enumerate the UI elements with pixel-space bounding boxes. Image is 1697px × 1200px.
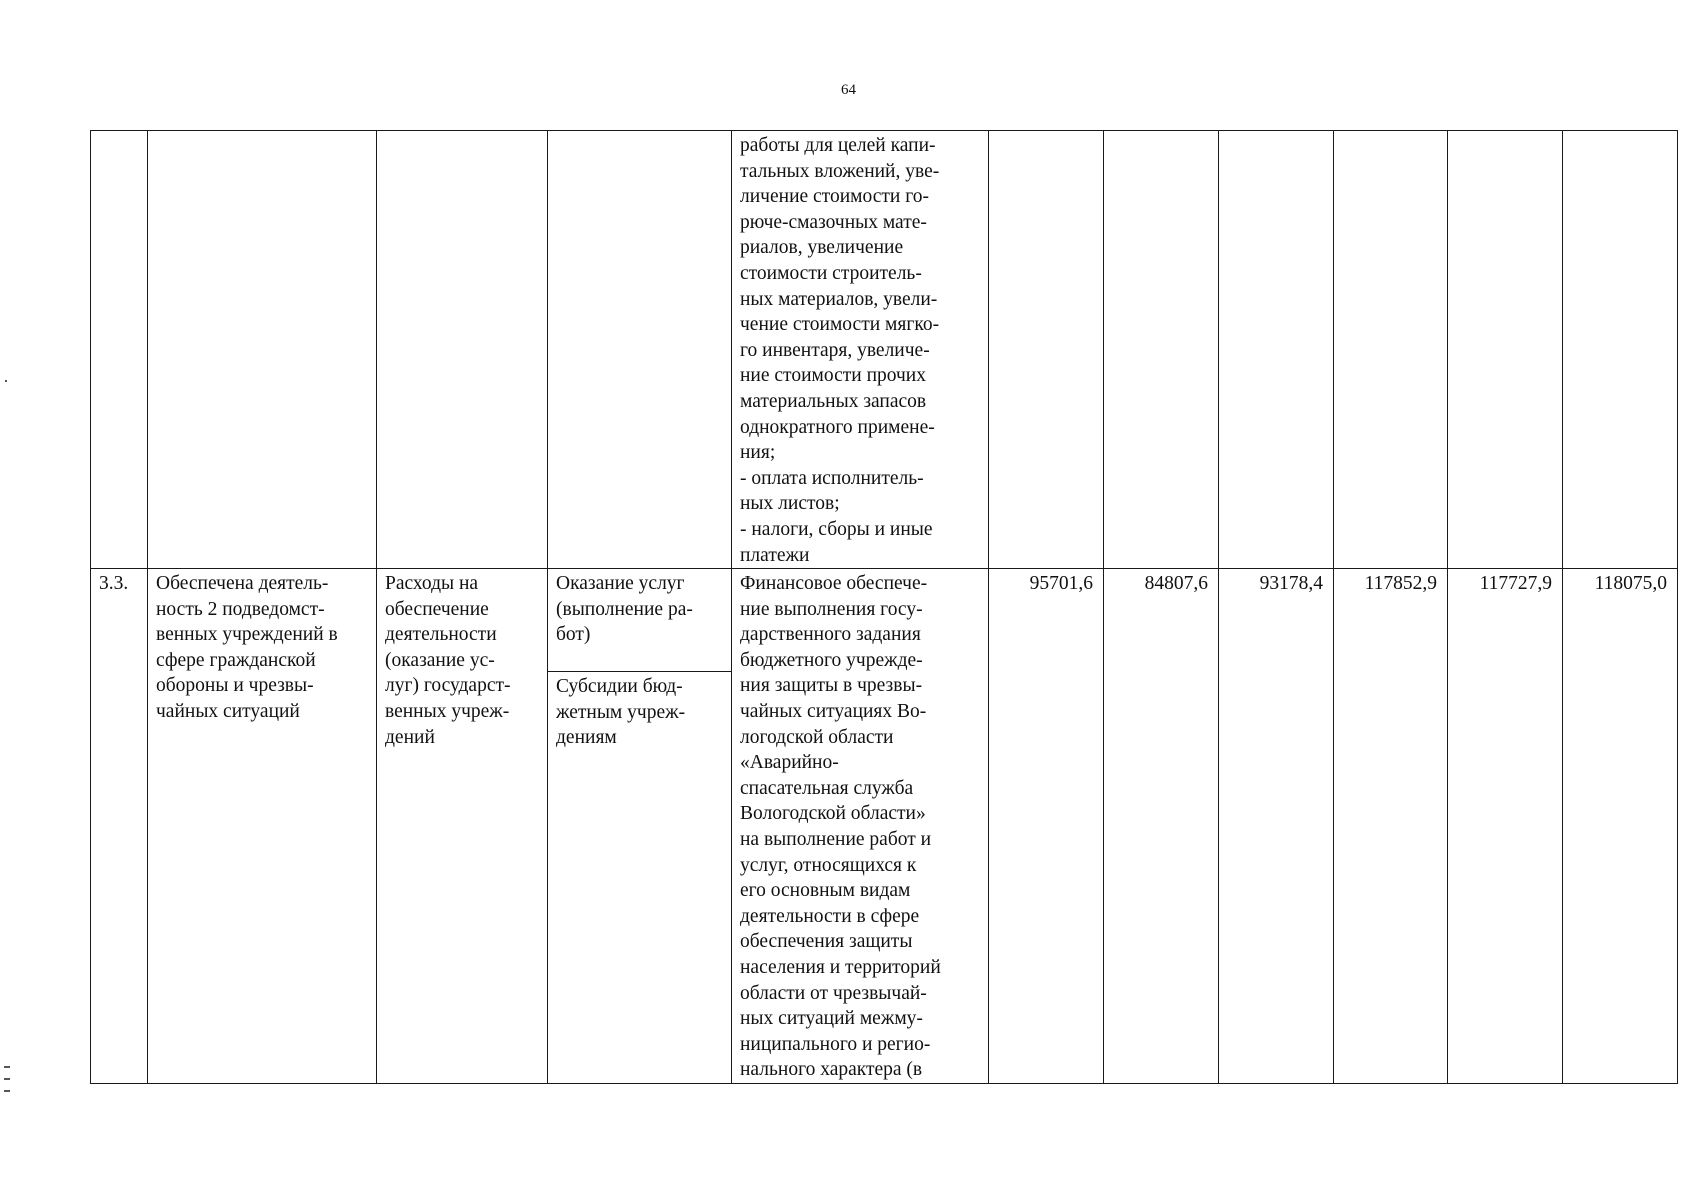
cell-number: [91, 569, 148, 1084]
table-row: [91, 569, 1678, 1084]
scan-edge-mark: [4, 1066, 10, 1068]
cell-value-1: 95701,6: [989, 569, 1104, 1084]
cell-value-3: [1219, 131, 1334, 569]
cell-value-4: 117852,9: [1334, 569, 1448, 1084]
cell-service: [548, 131, 732, 569]
cell-value-1: [989, 131, 1104, 569]
cell-value-2: [1104, 131, 1219, 569]
cell-value-5: 117727,9: [1448, 569, 1563, 1084]
cell-service: [548, 569, 732, 1084]
cell-value-4: [1334, 131, 1448, 569]
cell-value-6: [1563, 131, 1678, 569]
cell-value-6: 118075,0: [1563, 569, 1678, 1084]
cell-value-2: 84807,6: [1104, 569, 1219, 1084]
cell-value-5: [1448, 131, 1563, 569]
cell-number: [91, 131, 148, 569]
cell-description: [732, 131, 989, 569]
cell-expenses: [377, 569, 548, 1084]
cell-result: [148, 569, 377, 1084]
result-text: Обеспечена деятель- ность 2 подведомст- венных учреждений в сфере гражданской обороны и чрезвы- чайных ситуаций: [156, 573, 338, 723]
cell-description: [732, 569, 989, 1084]
scan-edge-mark: [4, 1090, 10, 1092]
table-row: [91, 131, 1678, 569]
budget-table: [90, 130, 1678, 1084]
description-text: Финансовое обеспече- ние выполнения госу- дарственного задания бюджетного учрежде- ния защиты в чрезвы- чайных ситуациях Во- логодской области «Аварийно- спасательная служба Вологодской области» на выполнение работ и услуг, относящихся к его основным видам деятельности в сфере обеспечения защиты населения и территорий области от чрезвычай- ных ситуаций межму- ниципального и регио- нального характера (в: [740, 573, 941, 1081]
page-number: 64: [841, 82, 856, 98]
cell-result: [148, 131, 377, 569]
description-text: работы для целей капи- тальных вложений, уве- личение стоимости го- рюче-смазочных мате- риалов, увеличение стоимости строитель- ных материалов, увели- чение стоимости мягко- го инвентаря, увеличе- ние стоимости прочих материальных запасов однократного примене- ния; - оплата исполнитель- ных листов; - налоги, сборы и иные платежи: [740, 135, 940, 566]
row-number: 3.3.: [99, 573, 129, 595]
cell-expenses: [377, 131, 548, 569]
expenses-text: Расходы на обеспечение деятельности (оказание ус- луг) государст- венных учреж- дений: [385, 573, 511, 748]
subsidy-type-text: Субсидии бюд- жетным учреж- дениям: [556, 676, 686, 749]
service-type-text: Оказание услуг (выполнение ра- бот): [548, 569, 731, 672]
scan-edge-mark: [4, 1078, 10, 1080]
cell-value-3: 93178,4: [1219, 569, 1334, 1084]
scan-edge-mark: [5, 380, 7, 382]
